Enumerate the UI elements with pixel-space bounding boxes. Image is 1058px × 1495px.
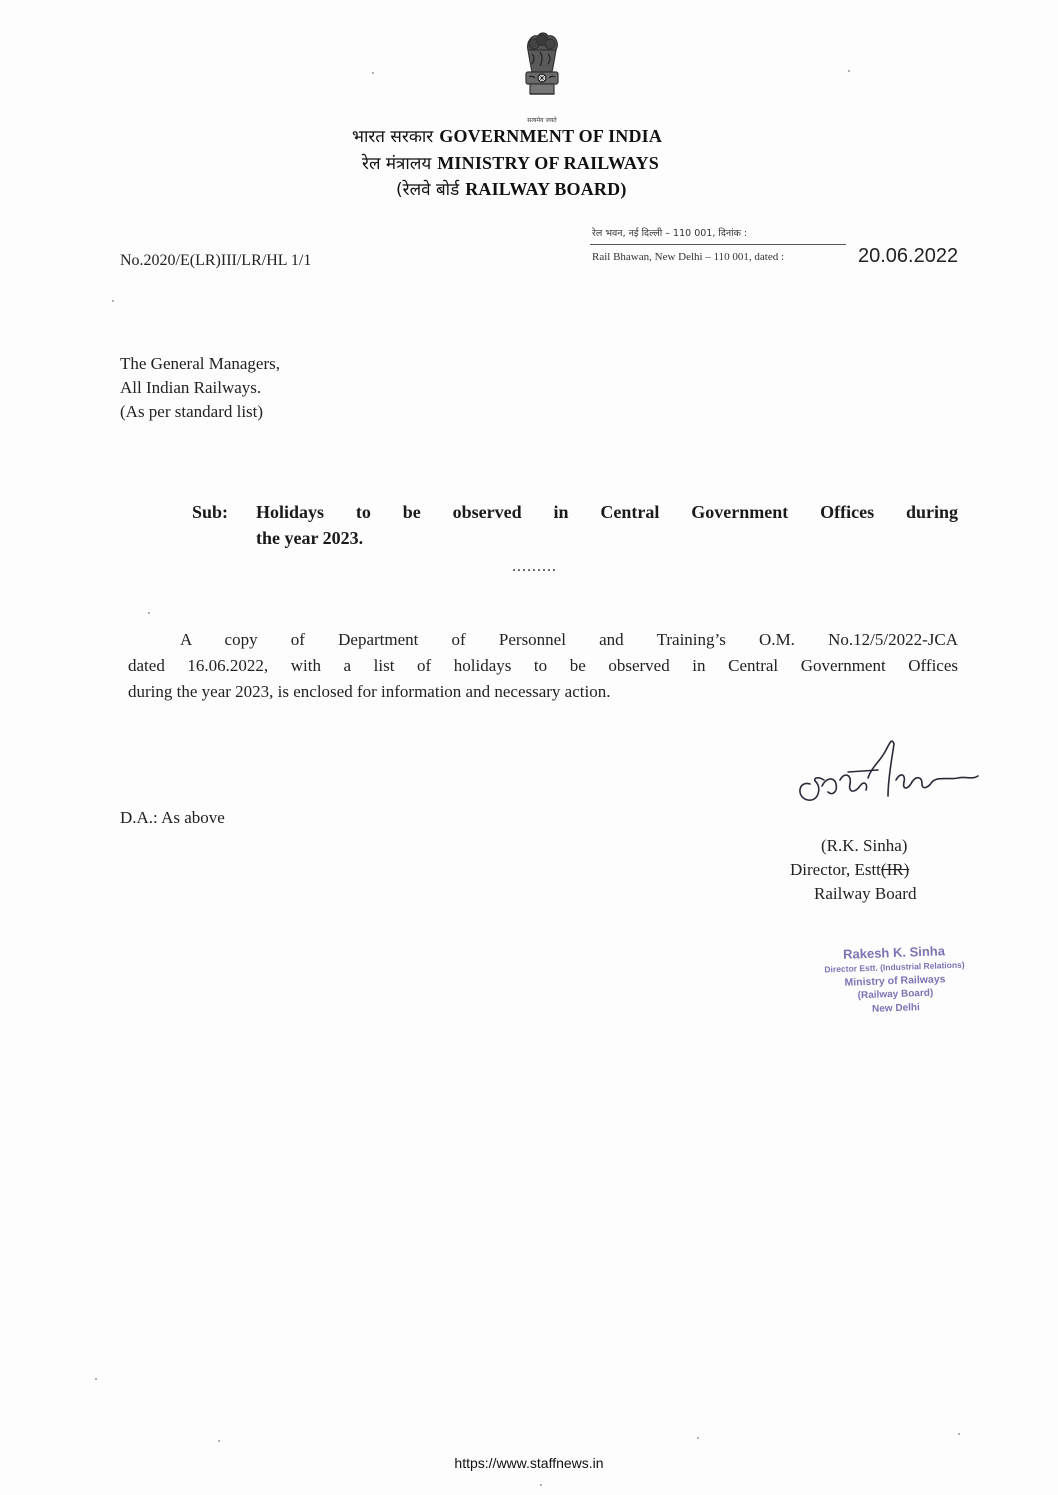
national-emblem-icon bbox=[516, 28, 568, 120]
letterhead-hindi: भारत सरकार bbox=[352, 127, 434, 147]
subject-label: Sub: bbox=[192, 502, 229, 522]
footer-url: https://www.staffnews.in bbox=[454, 1455, 604, 1471]
scan-speck bbox=[958, 1433, 960, 1435]
address-divider bbox=[590, 244, 846, 245]
subject-line: the year 2023. bbox=[256, 528, 364, 548]
signatory-name: (R.K. Sinha) bbox=[821, 836, 908, 855]
scan-speck bbox=[372, 72, 374, 74]
signatory-designation bbox=[790, 860, 909, 880]
scan-speck bbox=[697, 1437, 699, 1439]
scan-speck bbox=[95, 1378, 97, 1380]
stamp-line: New Delhi bbox=[871, 1002, 921, 1015]
designation-struck-text: (IR) bbox=[880, 860, 910, 879]
addressee-line: All Indian Railways. bbox=[120, 378, 262, 397]
official-stamp bbox=[789, 942, 1001, 1019]
address-english: Rail Bhawan, New Delhi – 110 001, dated : bbox=[592, 251, 785, 263]
letterhead-hindi: (रेलवे बोर्ड bbox=[396, 180, 460, 200]
enclosure-note: D.A.: As above bbox=[120, 808, 225, 827]
letterhead-line-board bbox=[396, 177, 627, 200]
letter-date: 20.06.2022 bbox=[858, 245, 959, 267]
letterhead-english: RAILWAY BOARD) bbox=[465, 179, 627, 199]
letterhead-line-ministry bbox=[362, 151, 659, 174]
scan-speck bbox=[218, 1440, 220, 1442]
letterhead-english: MINISTRY OF RAILWAYS bbox=[437, 153, 659, 173]
scan-speck bbox=[148, 612, 150, 614]
stamp-line: (Railway Board) bbox=[857, 987, 934, 1002]
letterhead-line-government bbox=[352, 124, 662, 147]
letterhead-hindi: रेल मंत्रालय bbox=[362, 154, 432, 174]
body-line: A copy of Department of Personnel and Training’s O.M. No.12/5/2022-JCA bbox=[180, 630, 958, 649]
handwritten-signature bbox=[788, 736, 988, 826]
address-hindi: रेल भवन, नई दिल्ली – 110 001, दिनांक : bbox=[592, 228, 748, 239]
letterhead-english: GOVERNMENT OF INDIA bbox=[439, 126, 663, 146]
subject-separator: ......... bbox=[512, 558, 557, 575]
scan-speck bbox=[848, 70, 850, 72]
addressee-line: The General Managers, bbox=[120, 354, 281, 373]
reference-number: No.2020/E(LR)III/LR/HL 1/1 bbox=[120, 252, 312, 269]
stamp-line: Ministry of Railways bbox=[844, 973, 946, 989]
addressee-block bbox=[120, 352, 280, 424]
scan-speck bbox=[112, 300, 114, 302]
designation-text: Director, Estt bbox=[790, 860, 881, 879]
signatory-office: Railway Board bbox=[814, 884, 917, 903]
stamp-line: Director Estt. (Industrial Relations) bbox=[824, 959, 965, 975]
stamp-line: Rakesh K. Sinha bbox=[842, 943, 946, 962]
scan-speck bbox=[540, 1484, 542, 1486]
addressee-line: (As per standard list) bbox=[120, 402, 264, 421]
body-line: during the year 2023, is enclosed for information and necessary action. bbox=[128, 682, 611, 701]
subject-line: Holidays to be observed in Central Government Offices during bbox=[256, 502, 958, 522]
body-line: dated 16.06.2022, with a list of holidays to be observed in Central Government Offices bbox=[128, 656, 958, 675]
emblem-motto: सत्यमेव जयते bbox=[527, 117, 557, 124]
